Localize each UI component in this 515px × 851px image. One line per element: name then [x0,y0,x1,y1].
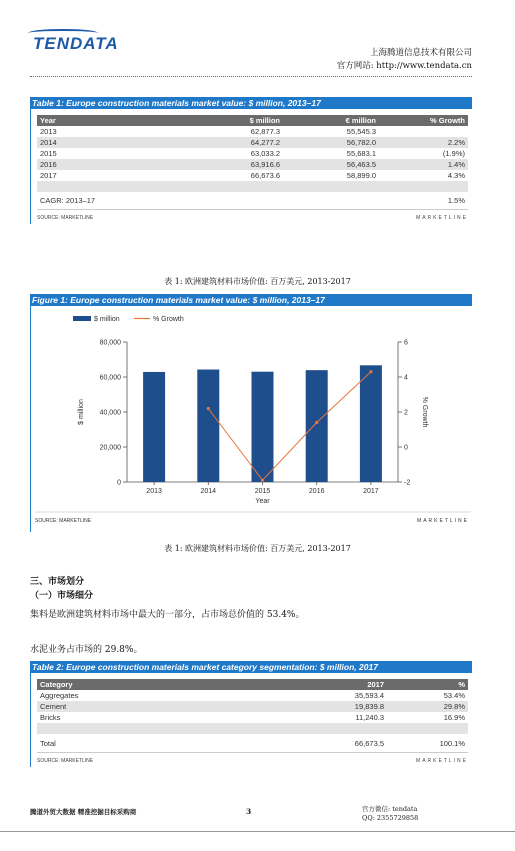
total-pct: 100.1% [439,739,465,748]
table-cell: 2.2% [447,138,465,147]
bar [306,370,328,482]
company-header [337,47,472,73]
table-cell: 66,673.6 [250,171,280,180]
table-2-source [37,753,468,767]
table-cell: 2014 [40,138,57,147]
source-label: SOURCE: MARKETLINE [37,215,94,221]
table-cell: 2017 [40,171,57,180]
table-cell [283,195,379,206]
table-total-row [37,738,468,749]
table-2-header-row [37,679,468,690]
table-cell: Cement [40,702,67,711]
y-tick-label: 0 [117,479,121,487]
x-tick-label: 2015 [254,488,271,495]
page-number: 3 [246,807,252,816]
table-cell: Aggregates [40,691,79,700]
table-cell: 63,916.6 [250,160,280,169]
cagr-label: CAGR: 2013–17 [40,196,96,205]
table-1-source [37,210,468,224]
table-1-col-growth: % Growth [430,116,465,125]
x-axis-label: Year [255,498,270,505]
table-cell: 55,683.1 [346,149,376,158]
table-cell: (1.9%) [442,149,465,158]
table-cell: 56,463.5 [346,160,376,169]
table-cell: 29.8% [443,702,465,711]
table-cell: 1.4% [447,160,465,169]
table-cell: 4.3% [447,171,465,180]
y2-tick-label: -2 [404,479,411,487]
table-cell: 19,839.8 [354,702,384,711]
growth-point [315,421,318,424]
table-2-col-category: Category [40,680,73,689]
table-cell: 63,033.2 [250,149,280,158]
growth-line [208,372,371,481]
table-2-col-year: 2017 [367,680,384,689]
footer-qq: QQ: 2355729858 [362,814,419,822]
caption-1: 表 1: 欧洲建筑材料市场价值: 百万美元, 2013-2017 [164,277,351,286]
growth-point [261,479,264,482]
cagr-value: 1.5% [447,196,465,205]
table-2-col-pct: % [458,680,465,689]
table-1-col-eur: € million [345,116,376,125]
source-label: SOURCE: MARKETLINE [37,758,94,764]
bar-line-chart [31,306,473,532]
y-axis-label: $ million [78,399,85,425]
table-spacer-row [37,723,468,734]
source-brand: MARKETLINE [416,758,468,764]
section-subheading: （一）市场细分 [30,591,94,601]
table-row [37,690,468,701]
footer-wechat: 官方微信: tendata [362,805,418,813]
table-cell: 2016 [40,160,57,169]
table-row [37,701,468,712]
table-cagr-row [37,195,468,206]
table-row [37,137,468,148]
figure-1-body [30,306,473,532]
y2-tick-label: 0 [404,444,408,452]
y2-tick-label: 2 [404,409,408,417]
legend-swatch-bar [73,316,91,321]
total-value: 66,673.5 [354,739,384,748]
table-row [37,159,468,170]
table-spacer-row [37,181,468,192]
footer-tagline: 腾道外贸大数据 精准挖掘目标采购商 [30,808,137,816]
legend-label-bar: $ million [94,316,120,323]
company-website: 官方网站: http://www.tendata.cn [336,61,472,71]
y-tick-label: 80,000 [99,339,121,347]
y-tick-label: 60,000 [99,374,121,382]
table-row [37,712,468,723]
table-1 [30,97,472,224]
table-row [37,148,468,159]
legend-label-line: % Growth [153,316,184,323]
table-cell: 2015 [40,149,57,158]
table-2-body [30,673,472,767]
x-tick-label: 2014 [200,488,217,495]
table-cell: 16.9% [443,713,465,722]
paragraph-2: 水泥业务占市场的 29.8%。 [30,645,143,655]
table-row [37,126,468,137]
table-1-body [30,109,472,224]
table-2 [30,661,472,767]
table-cell: 56,782.0 [346,138,376,147]
table-1-col-usd: $ million [249,116,280,125]
table-cell: 35,593.4 [354,691,384,700]
y-tick-label: 20,000 [99,444,121,452]
table-2-title: Table 2: Europe construction materials market category segmentation: $ million, 2017 [30,661,472,673]
growth-point [369,370,372,373]
bar [197,370,219,482]
x-tick-label: 2013 [146,488,162,495]
table-cell: 11,240.3 [355,713,384,722]
y-tick-label: 40,000 [99,409,121,417]
page-bottom-rule [0,831,515,832]
footer-contact [362,805,418,823]
caption-2: 表 1: 欧洲建筑材料市场价值: 百万美元, 2013-2017 [164,544,351,553]
table-cell: 2013 [40,127,57,136]
company-name: 上海腾道信息技术有限公司 [369,48,472,58]
table-cell: 55,545.3 [346,127,376,136]
table-cell: Bricks [40,713,61,722]
section-heading: 三、市场划分 [30,577,85,587]
table-cell: 64,277.2 [250,138,280,147]
figure-source-label: SOURCE: MARKETLINE [35,518,92,524]
source-brand: MARKETLINE [416,215,468,221]
x-tick-label: 2016 [308,488,325,495]
table-row [37,170,468,181]
x-tick-label: 2017 [363,488,379,495]
table-1-title: Table 1: Europe construction materials market value: $ million, 2013–17 [30,97,472,109]
growth-point [207,407,210,410]
table-cell: 62,877.3 [250,127,280,136]
y2-axis-label: % Growth [421,396,428,428]
bar [252,372,274,482]
figure-source-brand: MARKETLINE [417,518,469,524]
company-logo: TENDATA [33,34,119,53]
table-cell [379,126,468,137]
figure-1 [30,294,472,532]
table-1-header-row [37,115,468,126]
table-1-col-year: Year [40,116,56,125]
table-cell: 53.4% [443,691,465,700]
y2-tick-label: 4 [404,374,408,382]
y2-tick-label: 6 [404,339,408,347]
paragraph-1: 集料是欧洲建筑材料市场中最大的一部分，占市场总价值的 53.4%。 [30,610,305,620]
figure-1-title: Figure 1: Europe construction materials market value: $ million, 2013–17 [30,294,472,306]
table-cell: 58,899.0 [346,171,376,180]
header-rule [30,76,472,77]
bar [143,372,165,482]
total-label: Total [40,739,56,748]
table-cell [193,195,283,206]
bar [360,365,382,482]
